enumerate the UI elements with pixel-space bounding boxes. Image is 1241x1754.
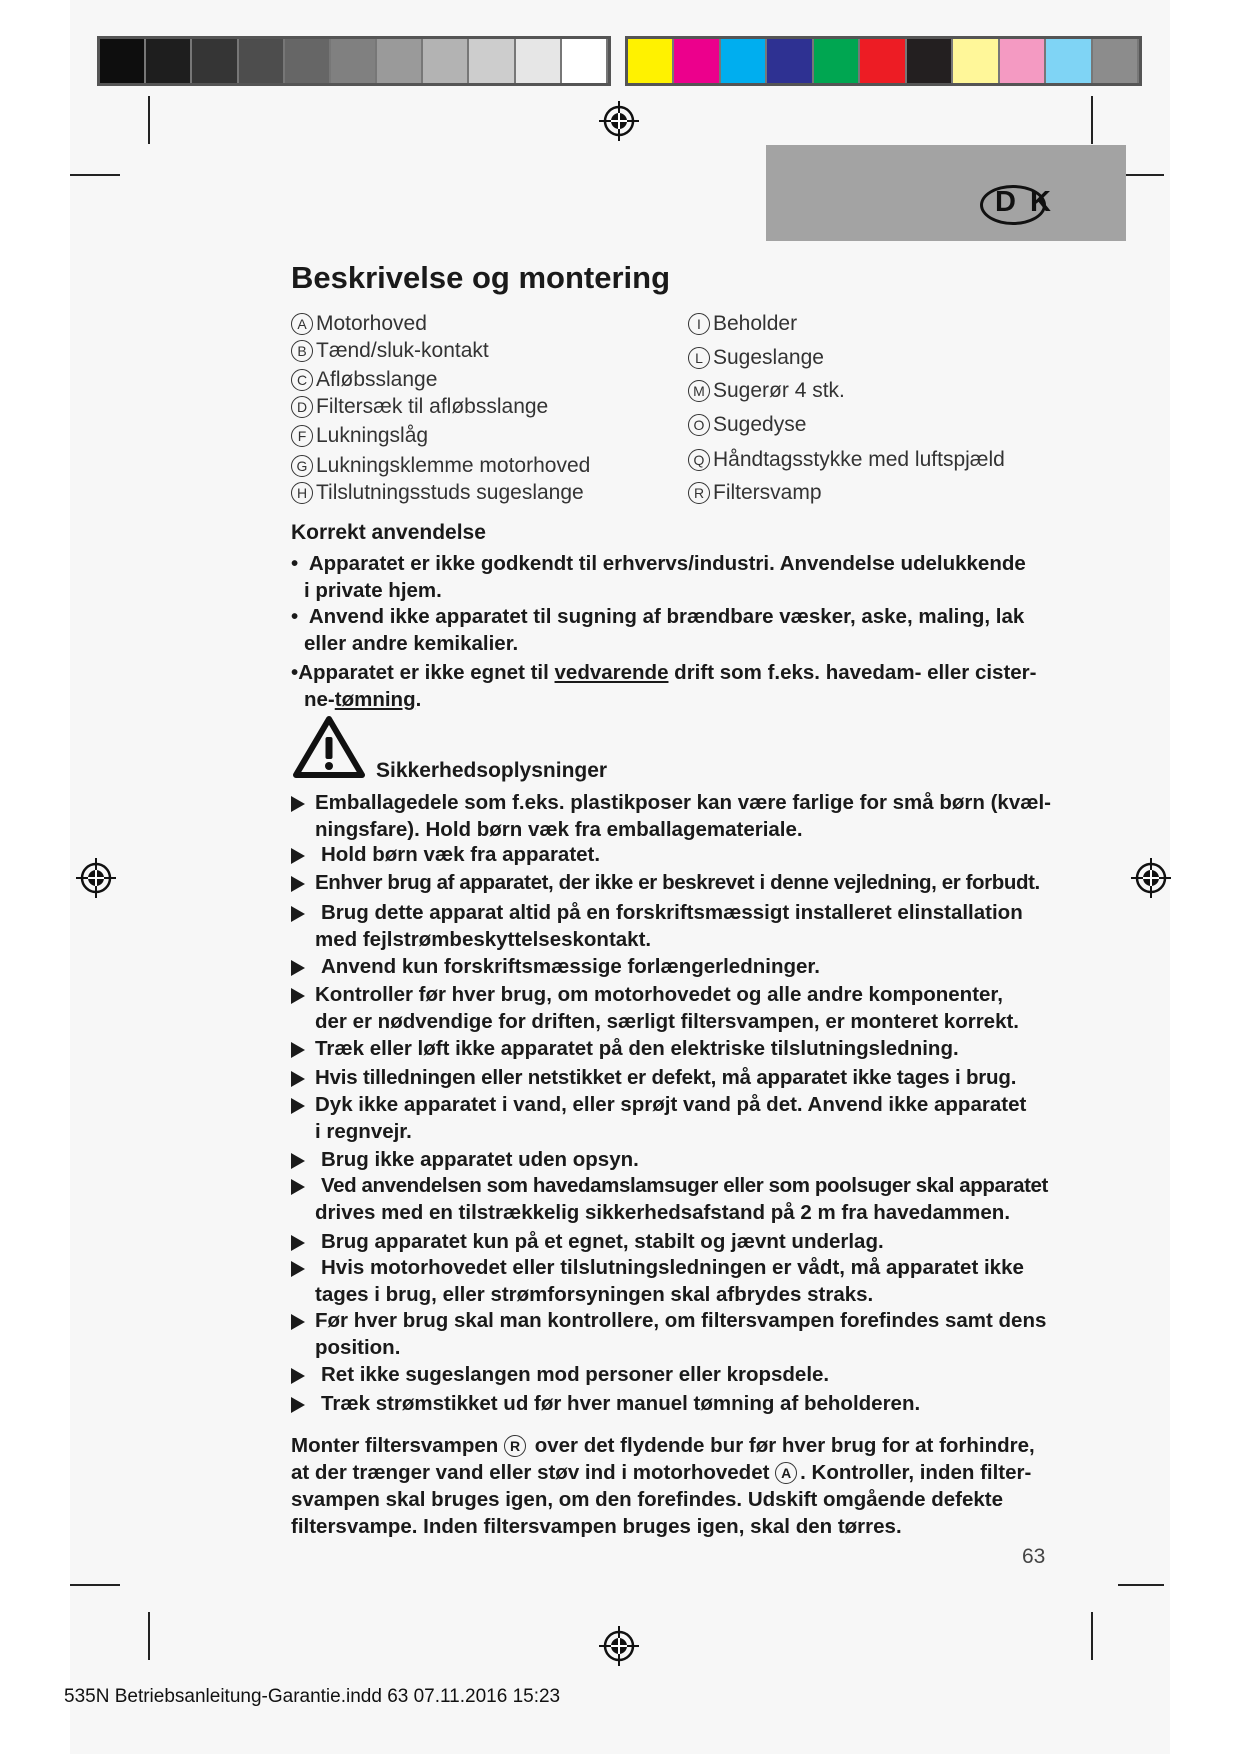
safety-item <box>291 1036 1071 1063</box>
safety-text-line1: Træk eller løft ikke apparatet på den elektriske tilslutningsledning. <box>315 1037 959 1060</box>
color-swatch <box>953 39 999 83</box>
triangle-bullet-icon <box>291 1314 305 1330</box>
usage-text: drift som f.eks. havedam- eller cister- <box>668 661 1037 684</box>
safety-item <box>291 842 1071 869</box>
triangle-bullet-icon <box>291 906 305 922</box>
part-item <box>688 312 797 336</box>
color-swatch <box>1093 39 1139 83</box>
part-label: Sugedyse <box>713 413 807 436</box>
closing-text: . Kontroller, inden filter- <box>800 1461 1032 1484</box>
part-letter: Q <box>688 449 710 471</box>
safety-text-line1: Brug apparatet kun på et egnet, stabilt og jævnt underlag. <box>321 1230 884 1253</box>
part-label: Afløbsslange <box>316 368 438 391</box>
closing-text: Monter filtersvampen <box>291 1434 505 1457</box>
crop-mark <box>1091 96 1093 144</box>
color-swatch <box>767 39 813 83</box>
color-swatch <box>331 39 377 83</box>
triangle-bullet-icon <box>291 1179 305 1195</box>
safety-item <box>291 1229 1071 1256</box>
part-letter: G <box>291 455 313 477</box>
part-letter: I <box>688 313 710 335</box>
usage-underlined-text: vedvarende <box>554 661 669 684</box>
usage-text-line1: Anvend ikke apparatet til sugning af brændbare væsker, aske, maling, lak <box>308 605 1025 628</box>
triangle-bullet-icon <box>291 1368 305 1384</box>
part-item <box>688 379 845 403</box>
usage-heading: Korrekt anvendelse <box>291 521 486 544</box>
crop-mark <box>70 174 120 176</box>
safety-text-line2: der er nødvendige for driften, særligt filtersvampen, er monteret korrekt. <box>315 1009 1019 1033</box>
part-label: Filtersvamp <box>713 481 822 504</box>
safety-text-line2: ningsfare). Hold børn væk fra emballagemateriale. <box>315 817 803 841</box>
safety-item <box>291 982 1071 1035</box>
triangle-bullet-icon <box>291 796 305 812</box>
safety-text-line1: Brug ikke apparatet uden opsyn. <box>321 1148 639 1171</box>
usage-item <box>291 550 1071 604</box>
part-letter: A <box>291 313 313 335</box>
part-label: Sugerør 4 stk. <box>713 379 845 402</box>
usage-bullet: • <box>291 661 299 684</box>
safety-item <box>291 1308 1071 1361</box>
warning-triangle-icon <box>292 715 366 779</box>
safety-item <box>291 900 1071 953</box>
grayscale-calibration-bar <box>97 36 611 86</box>
part-label: Tilslutningsstuds sugeslange <box>316 481 584 504</box>
safety-text-line2: tages i brug, eller strømforsyningen skal afbrydes straks. <box>315 1282 874 1306</box>
triangle-bullet-icon <box>291 1153 305 1169</box>
part-item <box>291 312 427 336</box>
part-item <box>291 454 590 478</box>
usage-text-line1: Apparatet er ikke godkendt til erhvervs/industri. Anvendelse udelukkende <box>308 552 1026 575</box>
part-label: Lukningslåg <box>316 424 429 447</box>
crop-mark <box>1091 1612 1093 1660</box>
color-swatch <box>628 39 674 83</box>
language-tab <box>766 145 1126 241</box>
color-swatch <box>860 39 906 83</box>
safety-text-line1: Hvis tilledningen eller netstikket er defekt, må apparatet ikke tages i brug. <box>315 1066 1017 1089</box>
safety-item <box>291 954 1071 981</box>
part-letter: C <box>291 369 313 391</box>
safety-item <box>291 1092 1071 1145</box>
crop-mark <box>148 1612 150 1660</box>
safety-item <box>291 1173 1071 1226</box>
triangle-bullet-icon <box>291 1261 305 1277</box>
safety-text-line1: Anvend kun forskriftsmæssige forlængerledninger. <box>321 955 820 978</box>
safety-text-line1: Enhver brug af apparatet, der ikke er beskrevet i denne vejledning, er forbudt. <box>315 871 1040 894</box>
color-swatch <box>1000 39 1046 83</box>
color-swatch <box>423 39 469 83</box>
part-item <box>291 424 428 448</box>
part-label: Motorhoved <box>316 312 427 335</box>
part-letter: F <box>291 425 313 447</box>
language-code: DK <box>995 186 1065 218</box>
usage-text: . <box>415 688 422 711</box>
part-item <box>291 481 584 505</box>
safety-text-line1: Ret ikke sugeslangen mod personer eller kropsdele. <box>321 1363 830 1386</box>
safety-text-line1: Før hver brug skal man kontrollere, om filtersvampen forefindes samt dens <box>315 1309 1047 1332</box>
safety-item <box>291 1255 1071 1308</box>
part-letter: O <box>688 414 710 436</box>
part-letter: D <box>291 396 313 418</box>
registration-mark-icon <box>599 101 639 141</box>
safety-item <box>291 1362 1071 1389</box>
part-item <box>688 346 824 370</box>
triangle-bullet-icon <box>291 988 305 1004</box>
registration-mark-icon <box>76 858 116 898</box>
part-letter: M <box>688 380 710 402</box>
part-item <box>291 395 548 419</box>
part-item <box>688 448 1005 472</box>
safety-item <box>291 1147 1071 1174</box>
safety-text-line2: position. <box>315 1335 401 1359</box>
safety-text-line2: med fejlstrømbeskyttelseskontakt. <box>315 927 652 951</box>
closing-text: filtersvampe. Inden filtersvampen bruges igen, skal den tørres. <box>291 1515 902 1538</box>
part-label: Håndtagsstykke med luftspjæld <box>713 448 1005 471</box>
part-label: Sugeslange <box>713 346 824 369</box>
safety-text-line2: i regnvejr. <box>315 1119 412 1143</box>
triangle-bullet-icon <box>291 1071 305 1087</box>
safety-text-line1: Emballagedele som f.eks. plastikposer kan være farlige for små børn (kvæl- <box>315 791 1051 814</box>
usage-text-line2: i private hjem. <box>304 579 442 602</box>
part-item <box>688 413 806 437</box>
safety-text-line1: Brug dette apparat altid på en forskriftsmæssigt installeret elinstallation <box>321 901 1023 924</box>
closing-paragraph <box>291 1432 1081 1540</box>
safety-text-line1: Træk strømstikket ud før hver manuel tømning af beholderen. <box>321 1392 921 1415</box>
part-letter: A <box>775 1462 797 1484</box>
part-letter: R <box>688 482 710 504</box>
part-letter: B <box>291 340 313 362</box>
part-letter: L <box>688 347 710 369</box>
part-letter: H <box>291 482 313 504</box>
closing-text: svampen skal bruges igen, om den forefindes. Udskift omgående defekte <box>291 1488 1003 1511</box>
safety-text-line2: drives med en tilstrækkelig sikkerhedsafstand på 2 m fra havedammen. <box>315 1200 1011 1224</box>
triangle-bullet-icon <box>291 848 305 864</box>
triangle-bullet-icon <box>291 1235 305 1251</box>
registration-mark-icon <box>599 1626 639 1666</box>
color-calibration-bar <box>625 36 1142 86</box>
crop-mark <box>148 96 150 144</box>
color-swatch <box>469 39 515 83</box>
part-label: Tænd/sluk-kontakt <box>316 339 489 362</box>
safety-text-line1: Hvis motorhovedet eller tilslutningsledningen er vådt, må apparatet ikke <box>321 1256 1024 1279</box>
safety-text-line1: Dyk ikke apparatet i vand, eller sprøjt vand på det. Anvend ikke apparatet <box>315 1093 1027 1116</box>
color-swatch <box>239 39 285 83</box>
color-swatch <box>516 39 562 83</box>
triangle-bullet-icon <box>291 1098 305 1114</box>
part-label: Filtersæk til afløbsslange <box>316 395 549 418</box>
part-letter: R <box>504 1435 526 1457</box>
print-footer: 535N Betriebsanleitung-Garantie.indd 63 07.11.2016 15:23 <box>64 1686 561 1707</box>
part-item <box>688 481 822 505</box>
part-item <box>291 368 437 392</box>
safety-item <box>291 790 1071 843</box>
triangle-bullet-icon <box>291 960 305 976</box>
crop-mark <box>1118 1584 1164 1586</box>
closing-text: over det flydende bur før hver brug for at forhindre, <box>529 1434 1035 1457</box>
safety-heading: Sikkerhedsoplysninger <box>376 759 608 782</box>
usage-text-line2: eller andre kemikalier. <box>304 632 519 655</box>
color-swatch <box>285 39 331 83</box>
color-swatch <box>100 39 146 83</box>
safety-item <box>291 1391 1071 1418</box>
usage-text: ne- <box>304 688 335 711</box>
color-swatch <box>907 39 953 83</box>
color-swatch <box>721 39 767 83</box>
color-swatch <box>146 39 192 83</box>
part-item <box>291 339 489 363</box>
triangle-bullet-icon <box>291 1397 305 1413</box>
usage-bullet: • <box>291 552 299 575</box>
registration-mark-icon <box>1131 858 1171 898</box>
page-number: 63 <box>1022 1545 1046 1568</box>
color-swatch <box>377 39 423 83</box>
color-swatch <box>814 39 860 83</box>
color-swatch <box>562 39 608 83</box>
triangle-bullet-icon <box>291 876 305 892</box>
part-label: Lukningsklemme motorhoved <box>316 454 591 477</box>
usage-underlined-text: tømning <box>334 688 416 711</box>
safety-item <box>291 870 1071 897</box>
safety-text-line1: Kontroller før hver brug, om motorhovedet og alle andre komponenter, <box>315 983 1003 1006</box>
crop-mark <box>70 1584 120 1586</box>
usage-item <box>291 659 1071 713</box>
closing-text: at der trænger vand eller støv ind i motorhovedet <box>291 1461 776 1484</box>
color-swatch <box>674 39 720 83</box>
color-swatch <box>1046 39 1092 83</box>
part-label: Beholder <box>713 312 798 335</box>
usage-bullet: • <box>291 605 299 628</box>
color-swatch <box>192 39 238 83</box>
usage-text: Apparatet er ikke egnet til <box>298 661 555 684</box>
triangle-bullet-icon <box>291 1042 305 1058</box>
safety-text-line1: Hold børn væk fra apparatet. <box>321 843 601 866</box>
safety-text-line1: Ved anvendelsen som havedamslamsuger eller som poolsuger skal apparatet <box>321 1174 1048 1197</box>
safety-item <box>291 1065 1071 1092</box>
usage-item <box>291 603 1071 657</box>
page-title: Beskrivelse og montering <box>291 260 671 295</box>
